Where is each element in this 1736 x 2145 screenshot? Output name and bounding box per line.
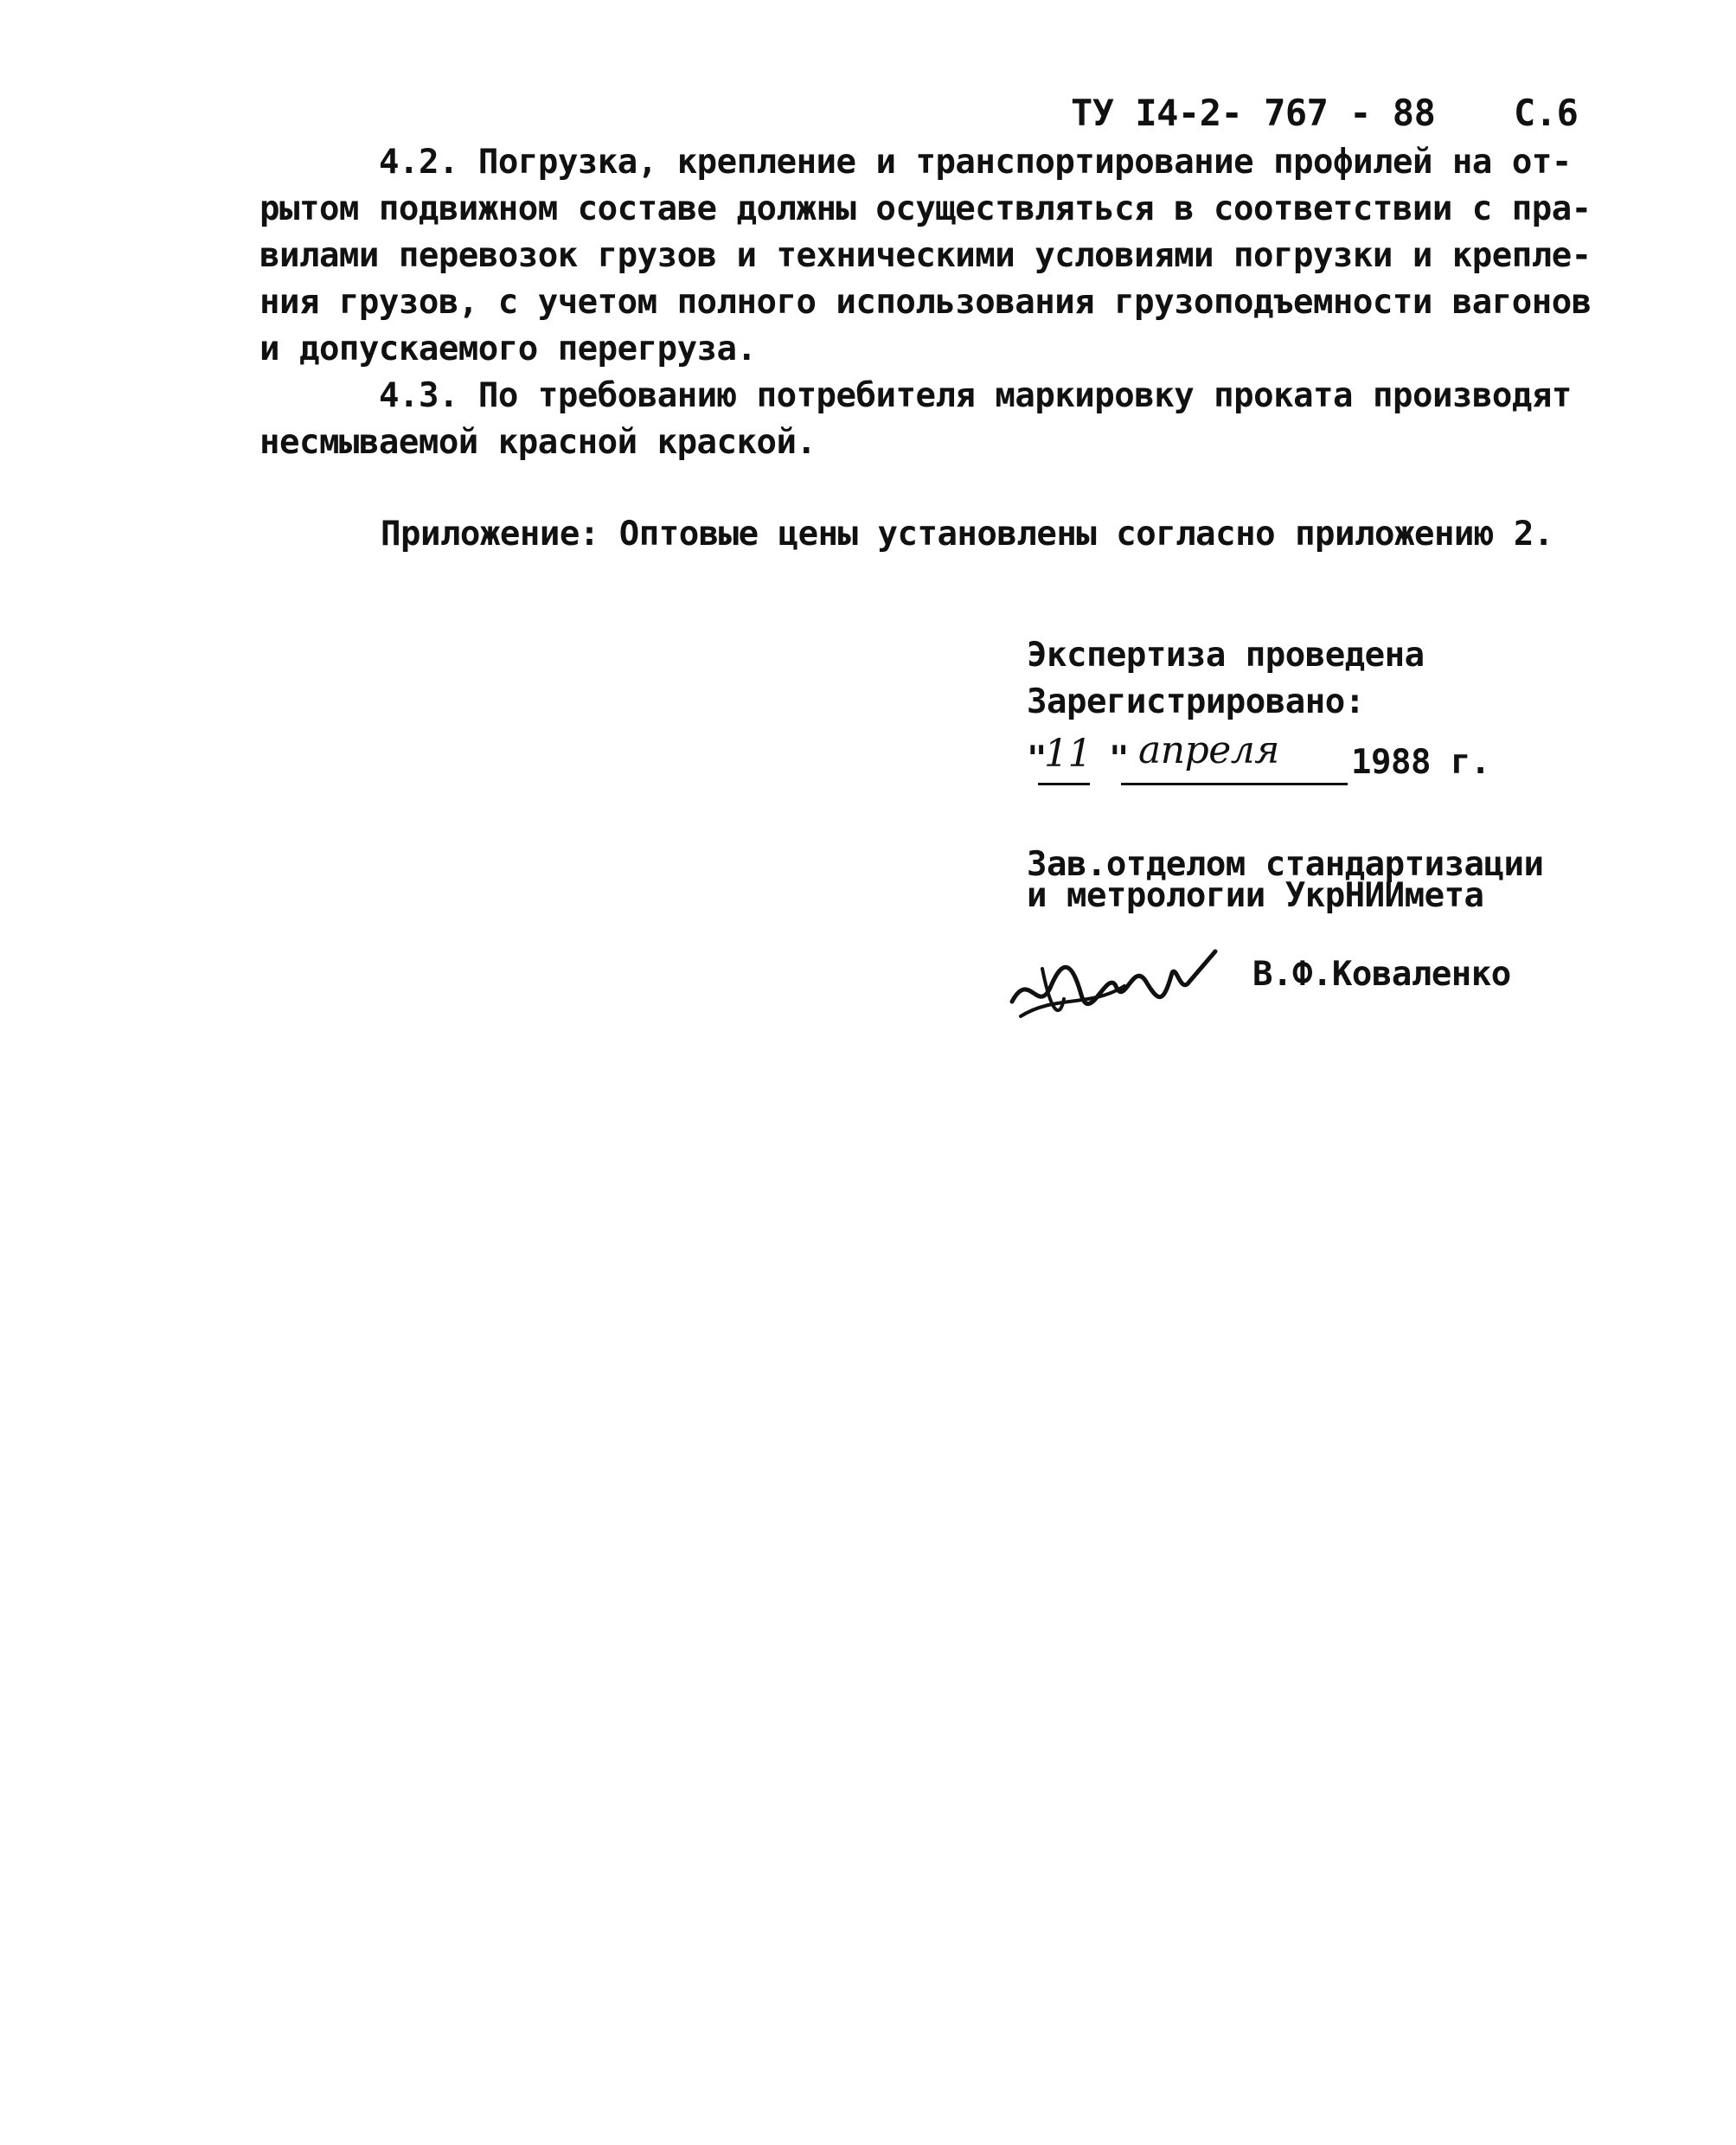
paragraph-line: 4.3. По требованию потребителя маркировку проката производят: [379, 376, 1572, 415]
month-underline: [1121, 783, 1348, 785]
paragraph-line: рытом подвижном составе должны осуществляться в соответствии с пра-: [259, 189, 1592, 228]
date-quote-open: ": [1027, 740, 1047, 778]
date-day: 11: [1044, 732, 1092, 776]
expertise-line: Экспертиза проведена: [1027, 636, 1425, 675]
paragraph-line: 4.2. Погрузка, крепление и транспортирование профилей на от-: [379, 143, 1572, 182]
date-year: 1988 г.: [1351, 743, 1490, 782]
paragraph-line: вилами перевозок грузов и техническими условиями погрузки и крепле-: [259, 236, 1592, 275]
date-month: апреля: [1138, 728, 1279, 772]
paragraph-line: и допускаемого перегруза.: [259, 330, 757, 368]
signatory-name: В.Ф.Коваленко: [1252, 955, 1511, 994]
registered-label: Зарегистрировано:: [1027, 682, 1365, 721]
paragraph-line: несмываемой красной краской.: [259, 423, 817, 462]
signatory-title-line: Зав.отделом стандартизации: [1027, 845, 1544, 884]
document-code: ТУ I4-2- 767 - 88: [1071, 92, 1436, 134]
date-quote-close: ": [1109, 740, 1129, 778]
day-underline: [1038, 783, 1090, 785]
signatory-title-line: и метрологии УкрНИИмета: [1027, 876, 1484, 915]
paragraph-line: ния грузов, с учетом полного использования грузоподъемности вагонов: [259, 283, 1592, 322]
handwritten-signature: [1003, 934, 1228, 1029]
appendix-note: Приложение: Оптовые цены установлены согласно приложению 2.: [381, 515, 1553, 554]
page-number: С.6: [1514, 92, 1579, 134]
